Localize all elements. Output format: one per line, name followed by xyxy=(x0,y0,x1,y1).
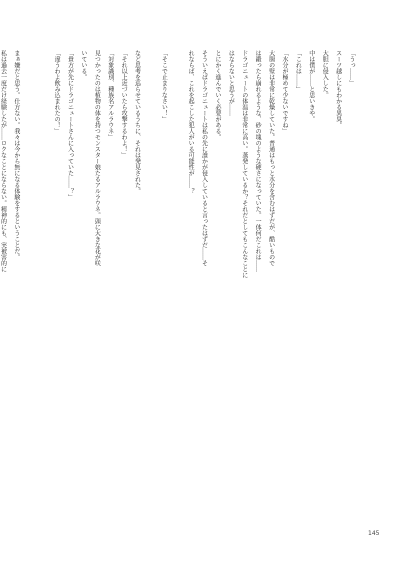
page-number: 145 xyxy=(368,530,380,537)
text-line: 「対象識別、種族名アルラウネ」 xyxy=(106,50,114,140)
text-line: とにかく進んでいく必要がある。 xyxy=(213,50,221,140)
text-line: はならないと思うが…… xyxy=(227,50,235,116)
text-line: は鍛ったら崩れるような、砂の塊のような硬さになっていた。一体何だこれは…… xyxy=(254,50,262,272)
blank-line xyxy=(23,50,36,520)
text-line: 「違うわよ飲み込まれたの！」 xyxy=(53,50,61,134)
text-line: 大胆に侵入した。 xyxy=(321,50,329,98)
text-line: れならば、これを起こした犯人がいる可能性が……？ xyxy=(187,50,195,194)
text-line: 「そこで止まりなさい！」 xyxy=(160,50,168,122)
text-line: 「水分が極めて少ないですね」 xyxy=(280,50,288,134)
blank-line xyxy=(144,50,157,520)
text-line: 「これは……」 xyxy=(294,50,302,92)
text-line: 見つかったのは植物の体を持つモンスター娘たるアルラウネ。頭に大きな花が咲 xyxy=(93,50,101,266)
text-line: 中は僕が……と思いきや。 xyxy=(307,50,315,122)
text-line: 「それ以上近づいたら攻撃するわよ！」 xyxy=(120,50,128,158)
text-line: など思考を巡らせているうちに、それは発見された。 xyxy=(133,50,141,194)
text-line: いている。 xyxy=(79,50,87,80)
blank-line xyxy=(36,50,49,520)
text-line: 「貴方が先にドラゴニュートさんに入っていた……？」 xyxy=(66,50,74,200)
text-line: ドラゴニュートの体温は非常に高い。蒸発しているか？それだとしてもこんなことに xyxy=(240,50,248,278)
blank-line xyxy=(170,50,183,520)
vertical-text-body xyxy=(0,50,358,520)
text-line: 私は過去一度だけ経験したが……ロクなことにならない。精神的にも、実被害的に xyxy=(0,50,7,272)
text-line: 「うっ……」 xyxy=(348,50,355,86)
text-line: そういえばドラゴニュートは私の先に誰かが侵入していると言ったはずだ……そ xyxy=(200,50,208,266)
text-line: スーツ越しにもわかる異臭。 xyxy=(334,50,342,128)
text-line: まぁ嫌だと思う。仕方ない。我々は今から無になる体験をするということだ。 xyxy=(12,50,20,260)
text-line: 大腸の壁は非常に乾燥していた。普通はもっと水分を含むはずだが、酷いもので xyxy=(267,50,275,266)
